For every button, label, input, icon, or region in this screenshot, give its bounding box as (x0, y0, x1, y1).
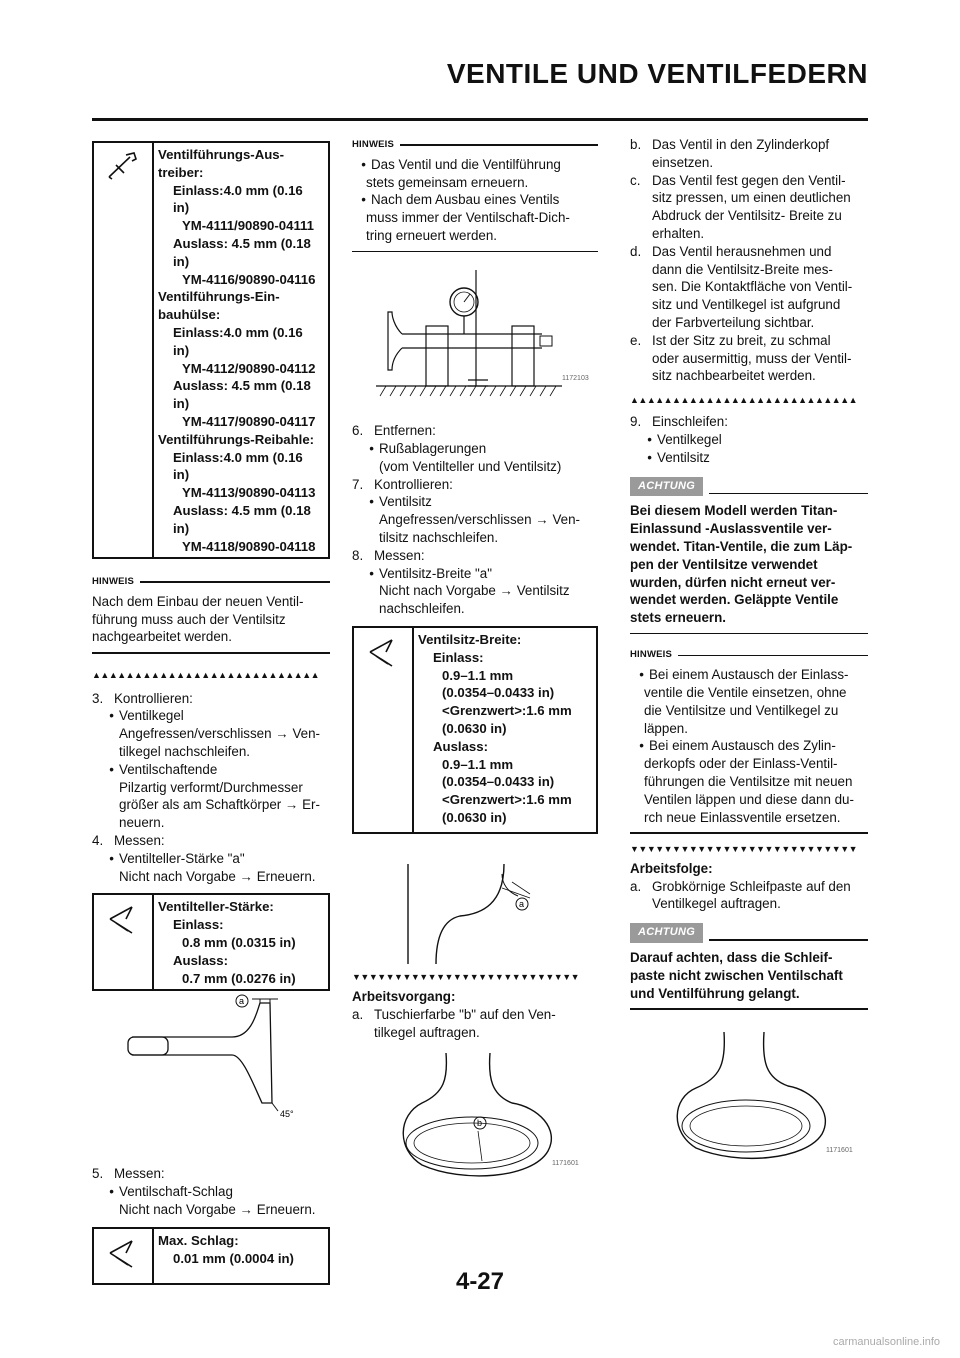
note-block (92, 573, 330, 654)
step-9: 9. Einschleifen: • Ventilkegel • Ventilsitz (630, 414, 728, 465)
spec-line: (0.0630 in) (442, 721, 507, 737)
step-number: 9. (630, 414, 642, 430)
caution-line: Bei diesem Modell werden Titan- (630, 503, 838, 519)
line-text: Abdruck der Ventilsitz- Breite zu (652, 208, 842, 224)
caliper-icon (354, 628, 414, 832)
note-line: nachgearbeitet werden. (92, 629, 232, 645)
line-text: nachschleifen. (379, 601, 465, 617)
triangle-marker-row: ▼▼▼▼▼▼▼▼▼▼▼▼▼▼▼▼▼▼▼▼▼▼▼▼▼▼▼ (630, 843, 858, 854)
line-text: tilsitz nachschleifen. (379, 530, 499, 546)
line-text: Erneuern. (256, 1202, 316, 1218)
figure-code: 1172103 (562, 375, 589, 383)
step-number: 5. (92, 1166, 104, 1182)
procedure-heading: Arbeitsfolge: (630, 860, 713, 876)
spec-line: <Grenzwert>:1.6 mm (442, 703, 572, 719)
line-text: Das Ventil in den Zylinderkopf (652, 137, 830, 152)
line-text: führungen die Ventilsitze mit neuen (644, 774, 853, 789)
line-text: Nicht nach Vorgabe (119, 1202, 236, 1218)
spec-line: 0.7 mm (0.0276 in) (182, 970, 296, 986)
caution-line: wendet. Titan-Ventile, die zum Läp- (630, 538, 853, 554)
triangle-marker-row: ▼▼▼▼▼▼▼▼▼▼▼▼▼▼▼▼▼▼▼▼▼▼▼▼▼▼▼ (352, 972, 580, 983)
step-title: Messen: (114, 1166, 165, 1182)
step-title: Kontrollieren: (374, 476, 453, 492)
triangle-marker-row: ▲▲▲▲▲▲▲▲▲▲▲▲▲▲▲▲▲▲▲▲▲▲▲▲▲▲▲ (630, 395, 858, 406)
line-text: Nicht nach Vorgabe (379, 583, 496, 599)
caution-line: paste nicht zwischen Ventilschaft (630, 967, 843, 983)
spec-line: in) (173, 520, 190, 536)
step-number: e. (630, 332, 642, 348)
line-text: einsetzen. (652, 154, 714, 170)
thickness-spec-box (92, 893, 330, 991)
note-label: HINWEIS (92, 576, 135, 587)
step-number: 6. (352, 423, 364, 439)
caution-block (630, 477, 868, 635)
spec-line: Auslass: (433, 738, 488, 754)
step-number: a. (630, 878, 642, 894)
line-text: ventile die Ventile einsetzen, ohne (644, 685, 847, 701)
step-title: Kontrollieren: (114, 690, 193, 706)
spec-line: Ventilführungs-Ein- (158, 289, 280, 305)
line-text: sitz und Ventilkegel ist aufgrund (652, 297, 841, 313)
line-text: Nicht nach Vorgabe (119, 868, 236, 884)
line-text: Angefressen/verschlissen (379, 512, 532, 528)
page-title: VENTILE UND VENTILFEDERN (446, 58, 868, 89)
seat-width-spec-text (414, 628, 578, 832)
watermark: carmanualsonline.info (832, 1336, 940, 1348)
spec-line: 0.9–1.1 mm (442, 667, 514, 683)
step-5: 5. Messen: • Ventilschaft-Schlag Nicht nach Vorgabe → Erneuern. (92, 1166, 316, 1218)
spec-line: Auslass: 4.5 mm (0.18 (173, 502, 311, 518)
figure-code: 1171601 (826, 1146, 853, 1154)
step-number: 7. (352, 476, 364, 492)
bullet-text: Ventilteller-Stärke "a" (119, 850, 245, 866)
spec-line: bauhülse: (158, 307, 221, 323)
bullet-text: Ventilkegel (119, 708, 184, 724)
step-3: 3. Kontrollieren: • Ventilkegel Angefressen/verschlissen → Ven- tilkegel nachschleifen. • Ventilschaftende Pilzartig verformt/Durchmesser größer als am Schaftkörper → Er- neuern. (92, 690, 330, 832)
line-text: Tuschierfarbe "b" auf den Ven- (374, 1006, 556, 1022)
procedure-heading: Arbeitsvorgang: (352, 989, 456, 1005)
spec-line: in) (173, 467, 190, 483)
spec-line: Max. Schlag: (158, 1232, 239, 1248)
spec-line: YM-4112/90890-04112 (182, 360, 316, 376)
thickness-spec-text (154, 895, 302, 989)
note-line: führung muss auch der Ventilsitz (92, 611, 286, 627)
line-text: dann die Ventilsitz-Breite mes- (652, 261, 833, 277)
spec-line: in) (173, 200, 190, 216)
bullet-text: Bei einem Austausch der Einlass- (649, 667, 849, 683)
bullet-text: Ventilsitz-Breite "a" (379, 565, 492, 581)
spec-line: Ventilführungs-Aus- (158, 147, 285, 162)
bullet-text: Rußablagerungen (379, 441, 487, 457)
line-text: Erneuern. (256, 868, 316, 884)
line-text: Angefressen/verschlissen (119, 726, 272, 742)
spec-line: Auslass: 4.5 mm (0.18 (173, 378, 311, 394)
line-text: Ist der Sitz zu breit, zu schmal (652, 332, 831, 348)
spec-line: YM-4111/90890-04111 (182, 218, 314, 234)
seat-width-figure (352, 844, 598, 968)
step-title: Messen: (114, 833, 165, 849)
bullet-text: Ventilkegel (657, 431, 722, 447)
line-text: Das Ventil herausnehmen und (652, 243, 832, 259)
line-text: läppen. (644, 720, 688, 736)
step-6: 6. Entfernen: • Rußablagerungen (vom Ventilteller und Ventilsitz) (352, 422, 598, 475)
step-title: Einschleifen: (652, 414, 728, 430)
line-text: Grobkörnige Schleifpaste auf den (652, 878, 851, 894)
step-number: b. (630, 137, 642, 152)
spec-line: Auslass: 4.5 mm (0.18 (173, 235, 311, 251)
line-text: tring erneuert werden. (366, 227, 498, 243)
line-text: Das Ventil fest gegen den Ventil- (652, 172, 846, 188)
caution-line: wurden, dürfen nicht erneut ver- (630, 574, 836, 590)
spec-line: 0.8 mm (0.0315 in) (182, 935, 296, 951)
label-a: a (239, 996, 245, 1007)
step-number: c. (630, 172, 641, 188)
caution-badge: ACHTUNG (630, 477, 703, 497)
figure-code: 1171601 (552, 1160, 579, 1168)
page-number: 4-27 (455, 1268, 505, 1295)
valve-head-thickness-figure (92, 991, 330, 1165)
valve-paint-figure (352, 1049, 598, 1179)
step-4: 4. Messen: • Ventilteller-Stärke "a" Nicht nach Vorgabe → Erneuern. (92, 833, 316, 884)
runout-dial-figure (352, 262, 598, 412)
note-block: HINWEIS • Das Ventil und die Ventilführung stets gemeinsam erneuern. • Nach dem Ausbau eines Ventils muss immer der Ventilschaft-Dich- tring erneuert werden. (352, 136, 598, 252)
spec-line: treiber: (158, 164, 204, 180)
note-block: HINWEIS • Bei einem Austausch der Einlass- ventile die Ventile einsetzen, ohne die Ventilsitze und Ventilkegel zu läppen. • Bei einem Austausch des Zylin- derkopfs oder der Einlass-Ventil- führungen die Ventilsitze mit neuen Ventilen läppen und diese dann du- rch neue Einlassventile ersetzen. (630, 646, 868, 833)
spec-line: YM-4118/90890-04118 (182, 538, 316, 554)
line-text: tilkegel auftragen. (374, 1024, 480, 1040)
line-text: derkopfs oder der Einlass-Ventil- (644, 756, 838, 772)
caution-line: und Ventilführung gelangt. (630, 985, 800, 1001)
spec-line: YM-4117/90890-04117 (182, 413, 316, 429)
line-text: erhalten. (652, 225, 705, 241)
caution-line: pen der Ventilsitze verwendet (630, 556, 818, 572)
bullet-text: Das Ventil und die Ventilführung (371, 156, 561, 172)
bullet-text: Ventilsitz (657, 449, 710, 465)
caution-line: Darauf achten, dass die Schleif- (630, 950, 833, 966)
spec-line: in) (173, 253, 190, 269)
bullet-text: Ventilschaftende (119, 761, 218, 777)
tool-spec-box (92, 141, 330, 559)
line-text: tilkegel nachschleifen. (119, 744, 251, 760)
line-text: der Farbverteilung sichtbar. (652, 314, 815, 330)
step-number: 4. (92, 833, 104, 849)
step-number: d. (630, 243, 642, 259)
note-label: HINWEIS (352, 139, 395, 150)
valve-lapping-figure (630, 1028, 868, 1168)
step-number: 3. (92, 690, 104, 706)
caliper-icon (94, 895, 154, 989)
line-text: Ventilen läppen und diese dann du- (644, 791, 854, 807)
spec-line: Einlass:4.0 mm (0.16 (173, 449, 303, 465)
spec-line: Auslass: (173, 952, 228, 968)
spec-line: Ventilsitz-Breite: (418, 632, 522, 648)
spec-line: 0.9–1.1 mm (442, 756, 514, 772)
spec-line: Ventilführungs-Reibahle: (158, 431, 315, 447)
spec-line: in) (173, 396, 190, 412)
line-text: rch neue Einlassventile ersetzen. (644, 809, 841, 825)
caution-line: Einlassund -Auslassventile ver- (630, 521, 832, 537)
spec-line: YM-4116/90890-04116 (182, 271, 316, 287)
spec-line: Ventilteller-Stärke: (158, 899, 274, 915)
left-column (92, 141, 330, 1285)
line-text: Ventilsitz (516, 583, 570, 599)
line-text: stets gemeinsam erneuern. (366, 174, 529, 190)
spec-line: in) (173, 342, 190, 358)
step-number: a. (352, 1006, 364, 1022)
line-text: sitz nachbearbeitet werden. (652, 368, 816, 384)
note-label: HINWEIS (630, 649, 673, 661)
step-number: 8. (352, 547, 364, 563)
line-text: neuern. (119, 815, 165, 831)
spec-line: (0.0354–0.0433 in) (442, 685, 555, 701)
step-8: 8. Messen: • Ventilsitz-Breite "a" Nicht nach Vorgabe → Ventilsitz nachschleifen. (352, 547, 598, 618)
spec-line: (0.0354–0.0433 in) (442, 774, 555, 790)
line-text: Ventilkegel auftragen. (652, 896, 781, 912)
angle-label: 45° (280, 1109, 294, 1120)
tool-icon (94, 143, 154, 557)
line-text: sitz pressen, um einen deutlichen (652, 190, 851, 206)
spec-line: <Grenzwert>:1.6 mm (442, 792, 572, 808)
caution-block (630, 923, 868, 1010)
spec-line: Einlass:4.0 mm (0.16 (173, 182, 303, 198)
bullet-text: Bei einem Austausch des Zylin- (649, 738, 836, 754)
line-text: Er- (302, 797, 320, 813)
spec-line: Einlass: (173, 917, 224, 933)
line-text: sen. Die Kontaktfläche von Ventil- (652, 279, 853, 295)
line-text: Ven- (292, 726, 320, 742)
spec-line: Einlass:4.0 mm (0.16 (173, 324, 303, 340)
step-title: Messen: (374, 547, 425, 563)
step-7: 7. Kontrollieren: • Ventilsitz Angefressen/verschlissen → Ven- tilsitz nachschleifen. (352, 476, 598, 547)
line-text: (vom Ventilteller und Ventilsitz) (379, 458, 562, 474)
label-a: a (519, 899, 525, 910)
caution-line: stets erneuern. (630, 610, 727, 626)
label-b: b (477, 1118, 483, 1129)
step-title: Entfernen: (374, 423, 436, 439)
caution-badge: ACHTUNG (630, 923, 703, 943)
spec-line: 0.01 mm (0.0004 in) (173, 1250, 294, 1266)
spec-line: (0.0630 in) (442, 810, 507, 826)
middle-column (352, 136, 598, 1179)
seat-width-spec-box (352, 626, 598, 834)
line-text: Pilzartig verformt/Durchmesser (119, 779, 303, 795)
header-rule (92, 118, 868, 121)
line-text: oder ausermittig, muss der Ventil- (652, 350, 852, 366)
bullet-text: Ventilsitz (379, 494, 432, 510)
line-text: die Ventilsitze und Ventilkegel zu (644, 702, 839, 718)
line-text: größer als am Schaftkörper (119, 797, 282, 813)
spec-line: Einlass: (433, 649, 484, 665)
caution-line: wendet werden. Geläppte Ventile (630, 592, 839, 608)
note-line: Nach dem Einbau der neuen Ventil- (92, 593, 304, 609)
spec-line: YM-4113/90890-04113 (182, 485, 316, 501)
bullet-text: Nach dem Ausbau eines Ventils (371, 192, 560, 208)
bullet-text: Ventilschaft-Schlag (119, 1184, 233, 1200)
tool-spec-text (154, 143, 321, 557)
line-text: Ven- (552, 512, 580, 528)
triangle-marker-row: ▲▲▲▲▲▲▲▲▲▲▲▲▲▲▲▲▲▲▲▲▲▲▲▲▲▲▲ (92, 669, 320, 680)
line-text: muss immer der Ventilschaft-Dich- (366, 210, 570, 226)
right-column (630, 136, 868, 1168)
